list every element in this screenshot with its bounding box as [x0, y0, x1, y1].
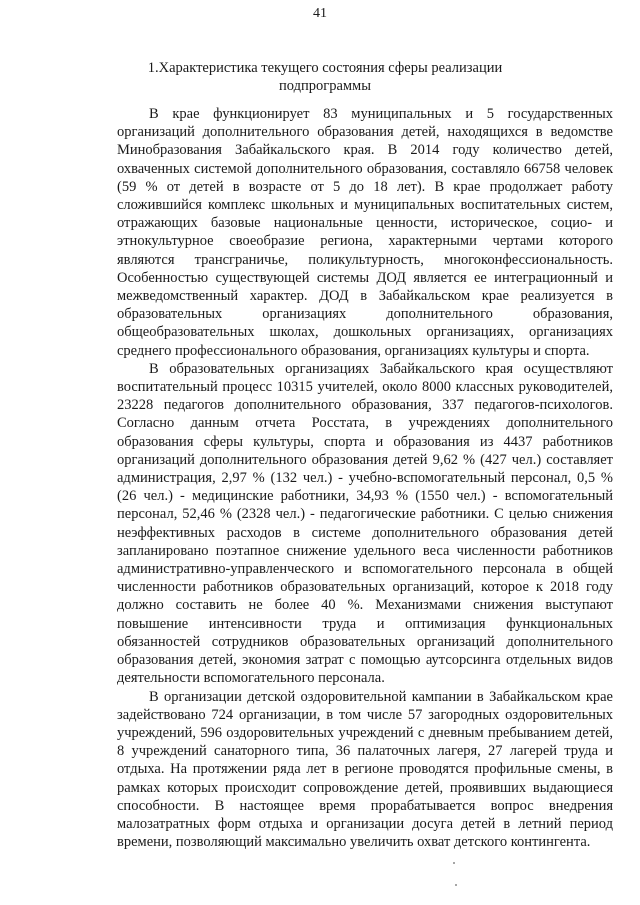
paragraph: В образовательных организациях Забайкальского края осуществляют воспитательный процесс 10315 учителей, около 8000 классных руководителей, 23228 педагогов дополнительного образования, 337 педагогов-психологов. Согласно данным отчета Росстата, в учреждениях дополнительного образования сферы культуры, спорта и образования из 4437 работников организаций дополнительного образования детей 9,62 % (427 чел.) составляет администрация, 2,97 % (132 чел.) - учебно-вспомогательный персонал, 0,5 % (26 чел.) - медицинские работники, 34,93 % (1550 чел.) - вспомогательный персонал, 52,46 % (2328 чел.) - педагогические работники. С целью снижения неэффективных расходов в системе дополнительного образования детей запланировано поэтапное снижение удельного веса численности работников административно-управленческого и вспомогательного персонала в общей численности работников образовательных организаций, которое к 2018 году должно составить не более 40 %. Механизмами снижения выступают повышение интенсивности труда и оптимизация функциональных обязанностей сотрудников образовательных организаций дополнительного образования детей, экономия затрат с помощью аутсорсинга отдельных видов деятельности вспомогательного персонала. — [117, 360, 613, 687]
scan-speck — [455, 884, 457, 886]
section-heading: 1.Характеристика текущего состояния сферы реализации подпрограммы — [147, 60, 503, 94]
paragraph: В крае функционирует 83 муниципальных и 5 государственных организаций дополнительного образования детей, находящихся в ведомстве Минобразования Забайкальского края. В 2014 году количество детей, охваченных системой дополнительного образования, составляло 66758 человек (59 % от детей в возрасте от 5 до 18 лет). В крае продолжает работу сложившийся комплекс школьных и муниципальных воспитательных систем, отражающих базовые национальные ценности, историческое, социо- и этнокультурное своеобразие региона, характерными чертами которого являются трансграничье, поликультурность, многоконфессиональность. Особенностью существующей системы ДОД является ее интеграционный и межведомственный характер. ДОД в Забайкальском крае реализуется в образовательных организациях дополнительного образования, общеобразовательных школах, дошкольных организациях, организациях среднего профессионального образования, организациях культуры и спорта. — [117, 106, 613, 359]
body-text — [117, 105, 613, 851]
paragraph: В организации детской оздоровительной кампании в Забайкальском крае задействовано 724 организации, в том числе 57 загородных оздоровительных учреждений, 596 оздоровительных учреждений с дневным пребыванием детей, 8 учреждений санаторного типа, 36 палаточных лагеря, 27 лагерей труда и отдыха. На протяжении ряда лет в регионе проводятся профильные смены, в рамках которых происходит сопровождение детей, проявивших выдающиеся способности. В настоящее время прорабатывается вопрос внедрения малозатратных форм отдыха и организации досуга детей в летний период времени, позволяющий максимально увеличить охват детского контингента. — [117, 688, 613, 851]
page-number: 41 — [313, 6, 327, 21]
scan-speck — [453, 862, 455, 864]
